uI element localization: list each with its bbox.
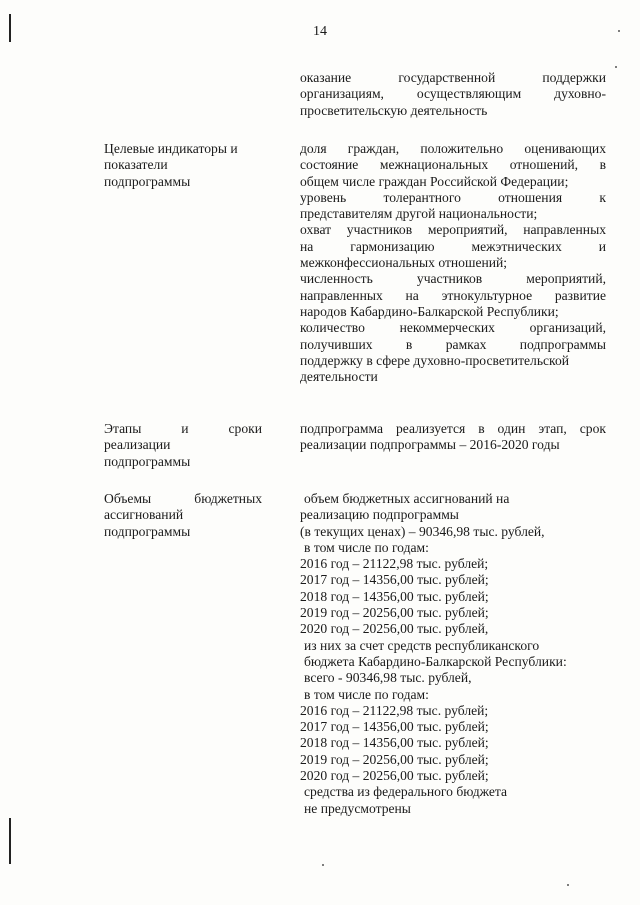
text-line: 2016 год – 21122,98 тыс. рублей; xyxy=(300,556,489,572)
text-line: подпрограмма реализуется в один этап, срок xyxy=(300,421,606,436)
section-value-indicators xyxy=(300,141,606,385)
text-line: в том числе по годам: xyxy=(304,686,429,702)
section-value-budget xyxy=(300,491,606,817)
text-line: количество некоммерческих организаций, xyxy=(300,320,606,336)
text-line: реализацию подпрограммы xyxy=(300,507,459,523)
text-line: 2019 год – 20256,00 тыс. рублей; xyxy=(300,751,489,767)
text-line: межконфессиональных отношений; xyxy=(300,255,508,271)
text-line: численность участников мероприятий, xyxy=(300,271,606,287)
text-line: 2020 год – 20256,00 тыс. рублей, xyxy=(300,621,489,637)
label-line: реализации xyxy=(104,437,171,453)
scan-edge-mark-bottom xyxy=(9,818,11,864)
text-line: 2020 год – 20256,00 тыс. рублей; xyxy=(300,768,489,784)
page-number: 14 xyxy=(313,24,327,39)
text-line: средства из федерального бюджета xyxy=(304,784,508,800)
text-line: 2019 год – 20256,00 тыс. рублей; xyxy=(300,605,489,621)
text-line: на гармонизацию межэтнических и xyxy=(300,238,606,254)
label-line: Объемы бюджетных xyxy=(104,491,262,506)
intro-text xyxy=(300,70,606,119)
section-label-budget xyxy=(104,491,262,540)
text-line: не предусмотрены xyxy=(304,800,411,816)
text-line: просветительскую деятельность xyxy=(300,102,488,118)
text-line: состояние межнациональных отношений, в xyxy=(300,157,606,173)
text-line: народов Кабардино-Балкарской Республики; xyxy=(300,303,559,319)
text-line: охват участников мероприятий, направленных xyxy=(300,222,606,238)
text-line: доля граждан, положительно оценивающих xyxy=(300,141,606,156)
label-line: Целевые индикаторы и xyxy=(104,141,238,156)
label-line: подпрограммы xyxy=(104,453,191,469)
section-label-indicators xyxy=(104,141,262,190)
text-line: общем числе граждан Российской Федерации; xyxy=(300,173,569,189)
scan-speck xyxy=(322,864,324,866)
scan-speck xyxy=(567,884,569,886)
label-line: подпрограммы xyxy=(104,523,191,539)
text-line: объем бюджетных ассигнований на xyxy=(304,491,510,506)
text-line: получивших в рамках подпрограммы xyxy=(300,336,606,352)
text-line: 2018 год – 14356,00 тыс. рублей; xyxy=(300,735,489,751)
section-value-stages xyxy=(300,421,606,454)
text-line: бюджета Кабардино-Балкарской Республики: xyxy=(304,653,567,669)
text-line: уровень толерантного отношения к xyxy=(300,189,606,205)
text-line: направленных на этнокультурное развитие xyxy=(300,287,606,303)
text-line: всего - 90346,98 тыс. рублей, xyxy=(304,670,472,686)
scan-speck xyxy=(615,66,617,68)
text-line: деятельности xyxy=(300,369,378,385)
text-line: 2018 год – 14356,00 тыс. рублей; xyxy=(300,588,489,604)
text-line: в том числе по годам: xyxy=(304,539,429,555)
label-line: показатели xyxy=(104,157,168,173)
label-line: ассигнований xyxy=(104,507,184,523)
label-line: Этапы и сроки xyxy=(104,421,262,436)
text-line: (в текущих ценах) – 90346,98 тыс. рублей, xyxy=(300,523,545,539)
text-line: представителям другой национальности; xyxy=(300,206,538,222)
text-line: 2017 год – 14356,00 тыс. рублей; xyxy=(300,719,489,735)
text-line: поддержку в сфере духовно-просветительской xyxy=(300,352,570,368)
text-line: организациям, осуществляющим духовно- xyxy=(300,86,606,102)
text-line: оказание государственной поддержки xyxy=(300,70,606,85)
text-line: из них за счет средств республиканского xyxy=(304,637,540,653)
text-line: 2017 год – 14356,00 тыс. рублей; xyxy=(300,572,489,588)
section-label-stages xyxy=(104,421,262,470)
text-line: реализации подпрограммы – 2016-2020 годы xyxy=(300,437,560,453)
label-line: подпрограммы xyxy=(104,173,191,189)
text-line: 2016 год – 21122,98 тыс. рублей; xyxy=(300,702,489,718)
